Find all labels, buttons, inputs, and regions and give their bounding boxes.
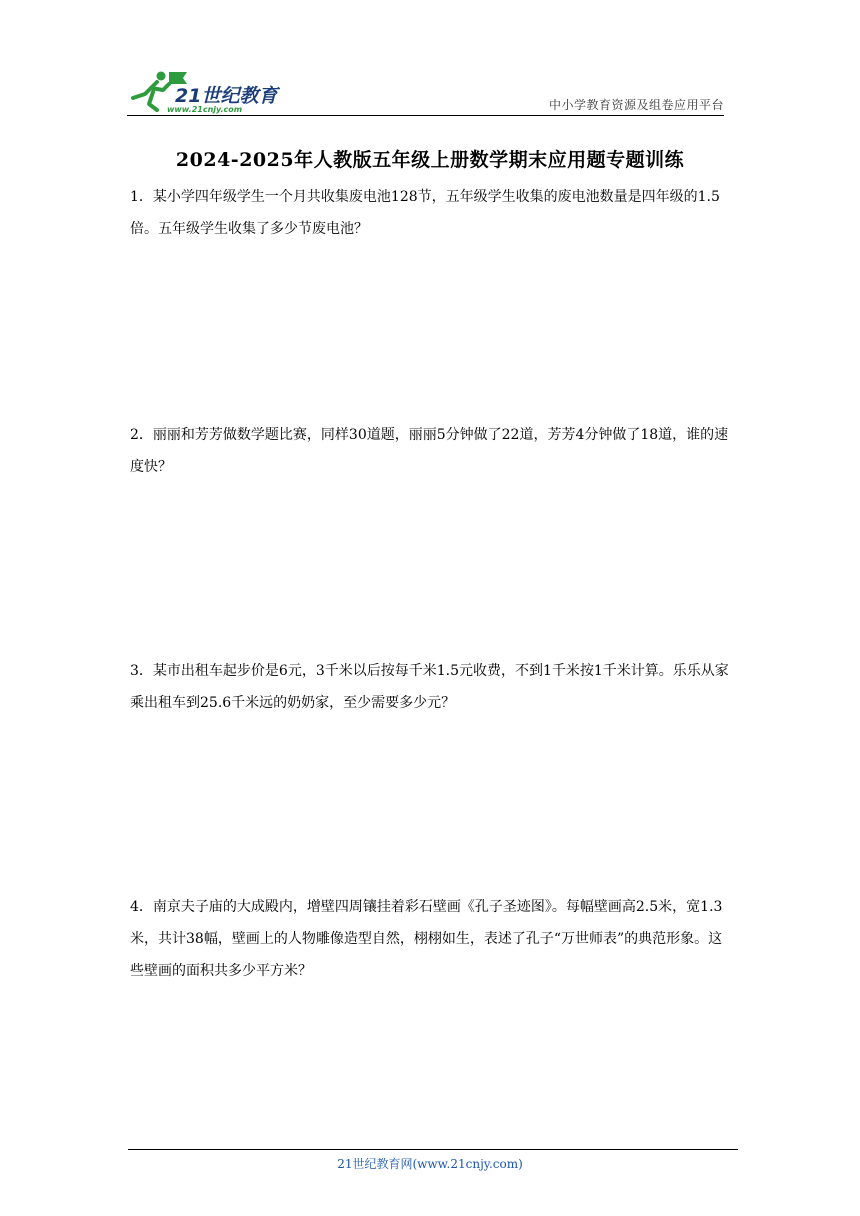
question-3: 3．某市出租车起步价是6元，3千米以后按每千米1.5元收费，不到1千米按1千米计算。乐乐从家乘出租车到25.6千米远的奶奶家，至少需要多少元？ bbox=[130, 663, 729, 711]
footer-link[interactable]: 21世纪教育网(www.21cnjy.com) bbox=[337, 1157, 523, 1171]
page-header bbox=[127, 66, 724, 118]
21cnjy-logo bbox=[127, 68, 297, 114]
logo-runner-head bbox=[157, 72, 166, 81]
footer-divider bbox=[128, 1149, 738, 1150]
page-title: 2024-2025年人教版五年级上册数学期末应用题专题训练 bbox=[175, 149, 685, 171]
question-2: 2．丽丽和芳芳做数学题比赛，同样30道题，丽丽5分钟做了22道，芳芳4分钟做了18道，谁的速度快？ bbox=[130, 427, 729, 475]
logo-runner-body bbox=[133, 82, 169, 110]
question-4: 4．南京夫子庙的大成殿内，增壁四周镶挂着彩石壁画《孔子圣迹图》。每幅壁画高2.5米，宽1.3米，共计38幅，壁画上的人物雕像造型自然，栩栩如生，表述了孔子“万世师表”的典范形象。这些壁画的面积共多少平方米？ bbox=[130, 899, 723, 979]
platform-caption: 中小学教育资源及组卷应用平台 bbox=[548, 98, 724, 112]
logo-flag-icon bbox=[169, 72, 187, 84]
question-1: 1．某小学四年级学生一个月共收集废电池128节，五年级学生收集的废电池数量是四年级的1.5倍。五年级学生收集了多少节废电池？ bbox=[130, 189, 720, 237]
logo-brand-text: 21世纪教育 bbox=[175, 85, 278, 107]
header-divider bbox=[127, 115, 724, 116]
logo-url-text: www.21cnjy.com bbox=[167, 105, 243, 114]
